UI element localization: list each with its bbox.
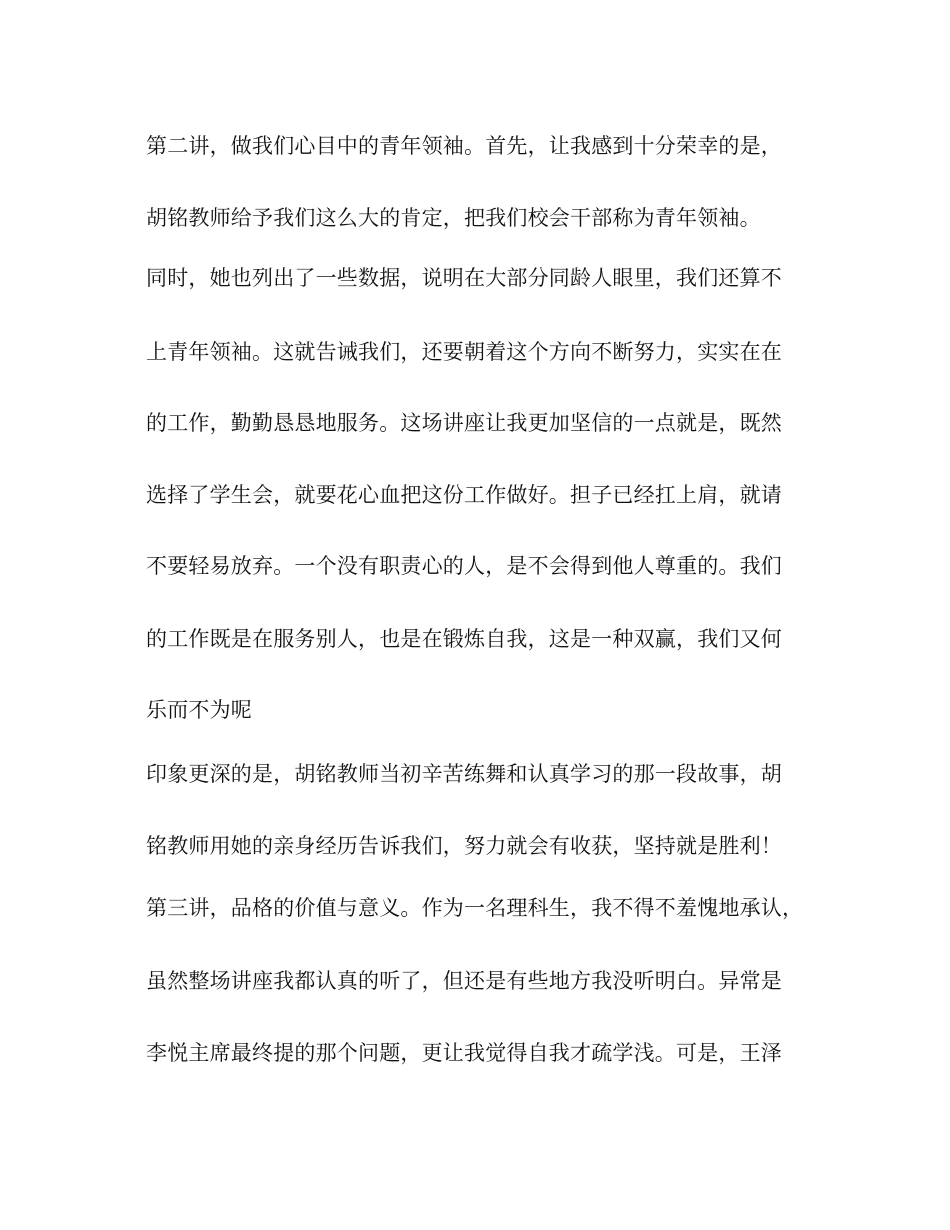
text-line-9: 乐而不为呢 (146, 698, 252, 722)
text-line-14: 李悦主席最终提的那个问题，更让我觉得自我才疏学浅。可是，王泽 (146, 1041, 782, 1065)
text-line-11: 铭教师用她的亲身经历告诉我们，努力就会有收获，坚持就是胜利！ (146, 834, 782, 858)
text-line-2: 胡铭教师给予我们这么大的肯定，把我们校会干部称为青年领袖。 (146, 206, 761, 230)
text-line-5: 的工作，勤勤恳恳地服务。这场讲座让我更加坚信的一点就是，既然 (146, 411, 782, 435)
text-line-1: 第二讲，做我们心目中的青年领袖。首先，让我感到十分荣幸的是， (146, 134, 782, 158)
text-line-8: 的工作既是在服务别人，也是在锻炼自我，这是一种双赢，我们又何 (146, 627, 782, 651)
text-line-4: 上青年领袖。这就告诫我们，还要朝着这个方向不断努力，实实在在 (146, 340, 782, 364)
text-line-10: 印象更深的是，胡铭教师当初辛苦练舞和认真学习的那一段故事，胡 (146, 762, 782, 786)
text-line-7: 不要轻易放弃。一个没有职责心的人，是不会得到他人尊重的。我们 (146, 554, 782, 578)
text-line-3: 同时，她也列出了一些数据，说明在大部分同龄人眼里，我们还算不 (146, 266, 782, 290)
text-line-12: 第三讲，品格的价值与意义。作为一名理科生，我不得不羞愧地承认， (146, 896, 804, 920)
text-line-13: 虽然整场讲座我都认真的听了，但还是有些地方我没听明白。异常是 (146, 969, 782, 993)
text-line-6: 选择了学生会，就要花心血把这份工作做好。担子已经扛上肩，就请 (146, 483, 782, 507)
